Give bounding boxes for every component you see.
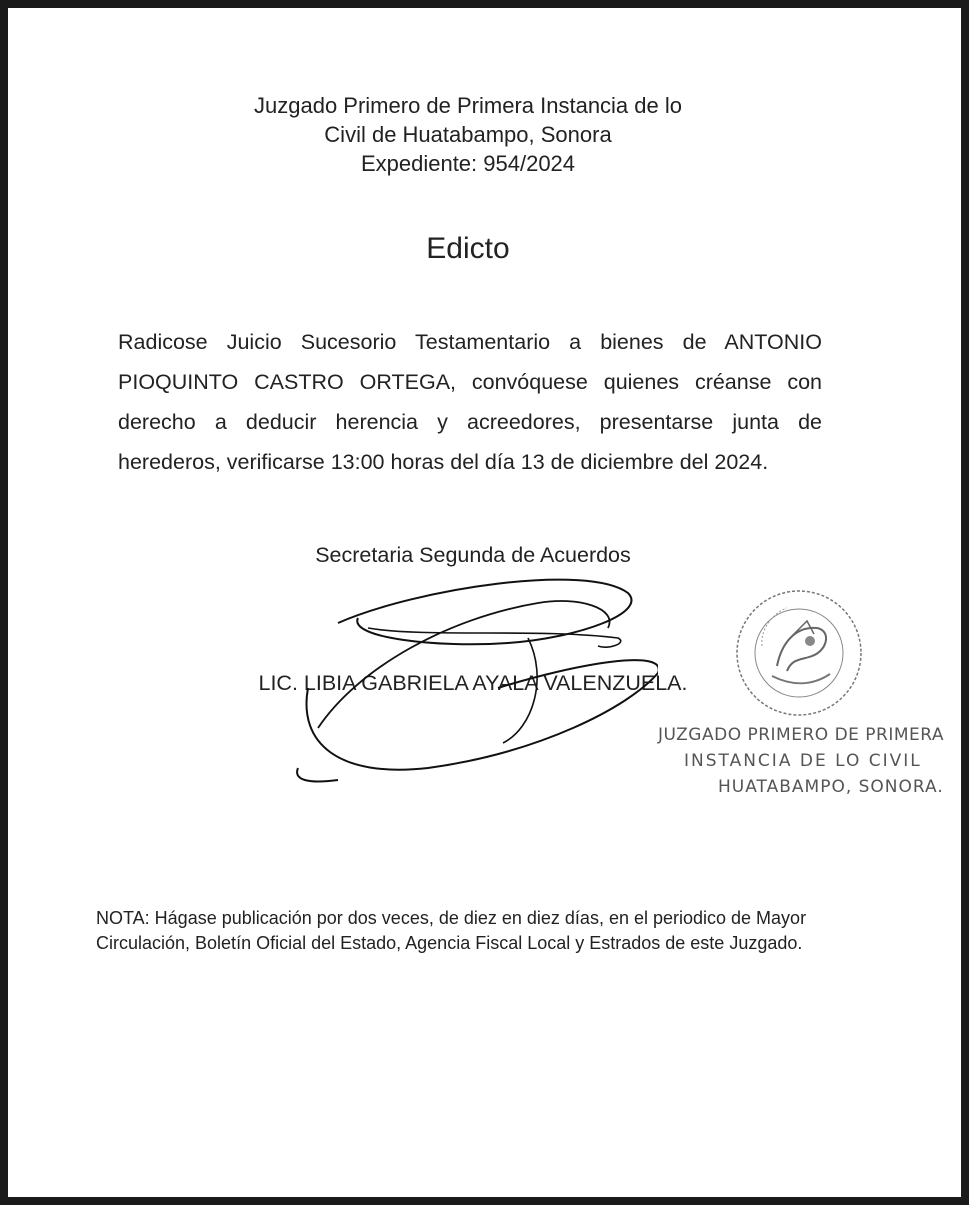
note-line-2: Circulación, Boletín Oficial del Estado, Agencia Fiscal Local y Estrados de este Juzgado. xyxy=(96,933,803,953)
signer-name: LIC. LIBIA GABRIELA AYALA VALENZUELA. xyxy=(258,671,688,695)
note-line-1: NOTA: Hágase publicación por dos veces, de diez en diez días, en el periodico de Mayor xyxy=(96,908,807,928)
case-number: Expediente: 954/2024 xyxy=(360,151,576,176)
stamp-line-2: INSTANCIA DE LO CIVIL xyxy=(684,751,922,771)
edict-body xyxy=(118,322,822,482)
national-seal-icon xyxy=(732,586,867,721)
document-title: Edicto xyxy=(426,232,510,265)
body-line-4: herederos, verificarse 13:00 horas del día 13 de diciembre del 2024. xyxy=(118,450,769,474)
court-header-line-2: Civil de Huatabampo, Sonora xyxy=(324,122,612,147)
stamp-line-3: HUATABAMPO, SONORA. xyxy=(718,777,944,797)
stamp-line-1: JUZGADO PRIMERO DE PRIMERA xyxy=(658,725,945,745)
body-line-2: PIOQUINTO CASTRO ORTEGA, convóquese quienes créanse con xyxy=(118,370,822,394)
body-line-3: derecho a deducir herencia y acreedores, presentarse junta de xyxy=(118,410,822,434)
signer-role: Secretaria Segunda de Acuerdos xyxy=(315,543,631,567)
court-stamp xyxy=(648,721,948,811)
court-header-line-1: Juzgado Primero de Primera Instancia de lo xyxy=(254,93,682,118)
publication-note xyxy=(96,906,871,956)
body-line-1: Radicose Juicio Sucesorio Testamentario a bienes de ANTONIO xyxy=(118,330,822,354)
court-header xyxy=(168,91,768,178)
handwritten-signature xyxy=(278,568,658,788)
